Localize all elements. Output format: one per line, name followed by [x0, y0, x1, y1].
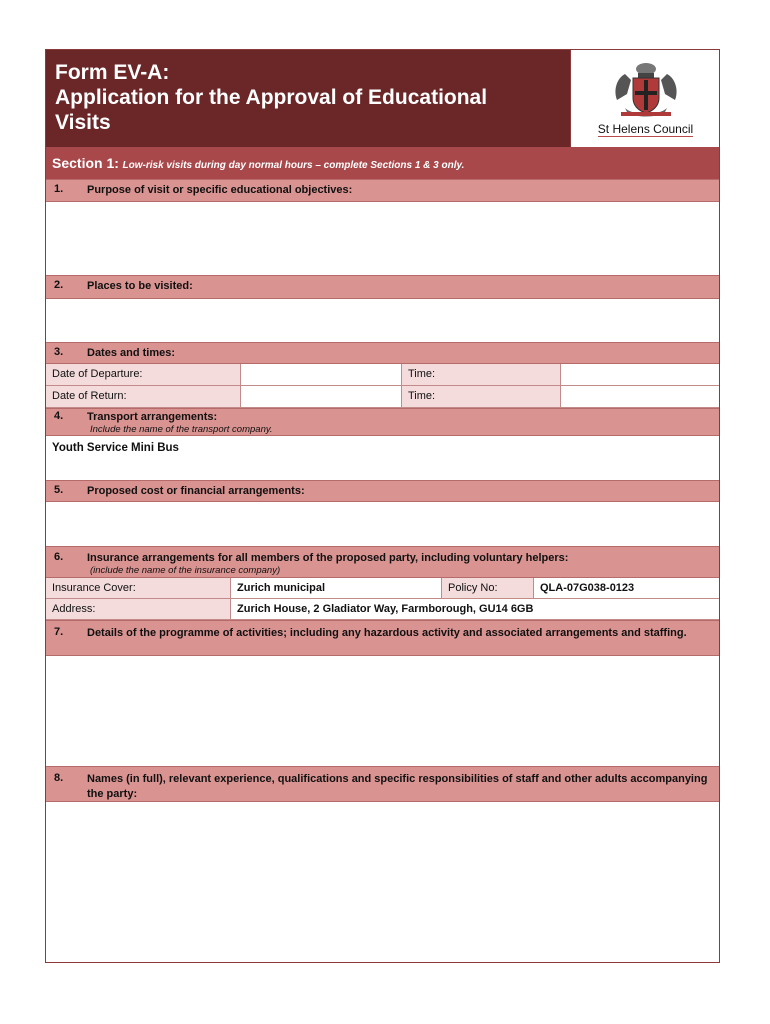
question-4-number: 4. [54, 410, 64, 422]
question-6-header [46, 546, 719, 578]
question-4-text: Transport arrangements: [87, 411, 218, 423]
question-3-number: 3. [54, 346, 64, 358]
question-2-header [46, 275, 719, 299]
question-4-header [46, 408, 719, 436]
question-2-text: Places to be visited: [87, 280, 193, 292]
question-3-text: Dates and times: [87, 347, 176, 359]
form-title [55, 60, 565, 135]
section-1-band [46, 147, 719, 179]
question-7-text: Details of the programme of activities; including any hazardous activity and associated arrangements and staffing. [87, 627, 687, 639]
return-date-field[interactable] [241, 386, 402, 408]
return-time-label: Time: [402, 386, 561, 408]
question-5-answer-field[interactable] [46, 502, 719, 546]
section-1-title: Section 1: [52, 155, 119, 171]
coat-of-arms-icon [609, 60, 683, 120]
question-8-header [46, 766, 719, 802]
question-6-subtext: (include the name of the insurance company) [90, 565, 281, 576]
question-2-answer-field[interactable] [46, 299, 719, 342]
address-label: Address: [46, 599, 231, 620]
title-line-2: Application for the Approval of Educational [55, 86, 488, 109]
question-4-subtext: Include the name of the transport company. [90, 424, 273, 435]
question-5-header [46, 480, 719, 502]
transport-answer-field[interactable]: Youth Service Mini Bus [46, 436, 719, 480]
question-1-header [46, 179, 719, 202]
departure-time-label: Time: [402, 364, 561, 386]
application-form [45, 49, 720, 963]
question-1-text: Purpose of visit or specific educational objectives: [87, 184, 353, 196]
question-5-number: 5. [54, 484, 64, 496]
insurance-cover-label: Insurance Cover: [46, 578, 231, 599]
question-8-number: 8. [54, 772, 64, 784]
form-header [46, 50, 570, 147]
question-1-number: 1. [54, 183, 64, 195]
policy-number-field[interactable]: QLA-07G038-0123 [534, 578, 719, 599]
departure-date-label: Date of Departure: [46, 364, 241, 386]
title-line-1: Form EV-A: [55, 61, 170, 84]
departure-date-field[interactable] [241, 364, 402, 386]
question-8-text: Names (in full), relevant experience, qualifications and specific responsibilities of staff and other adults accompanying the party: [87, 773, 708, 800]
question-3-header [46, 342, 719, 364]
address-field[interactable]: Zurich House, 2 Gladiator Way, Farmborough, GU14 6GB [231, 599, 719, 620]
council-logo [570, 50, 719, 147]
departure-time-field[interactable] [561, 364, 719, 386]
question-7-answer-field[interactable] [46, 656, 719, 766]
question-7-header [46, 620, 719, 656]
question-6-text: Insurance arrangements for all members of the proposed party, including voluntary helpers: [87, 552, 569, 564]
return-time-field[interactable] [561, 386, 719, 408]
question-1-answer-field[interactable] [46, 202, 719, 275]
title-line-3: Visits [55, 111, 111, 134]
section-1-note: Low-risk visits during day normal hours – complete Sections 1 & 3 only. [122, 160, 465, 171]
question-6-number: 6. [54, 551, 64, 563]
insurance-cover-field[interactable]: Zurich municipal [231, 578, 442, 599]
policy-number-label: Policy No: [442, 578, 534, 599]
council-name: St Helens Council [597, 122, 694, 136]
question-7-number: 7. [54, 626, 64, 638]
question-8-answer-field[interactable] [46, 802, 719, 962]
question-5-text: Proposed cost or financial arrangements: [87, 485, 305, 497]
question-2-number: 2. [54, 279, 64, 291]
return-date-label: Date of Return: [46, 386, 241, 408]
